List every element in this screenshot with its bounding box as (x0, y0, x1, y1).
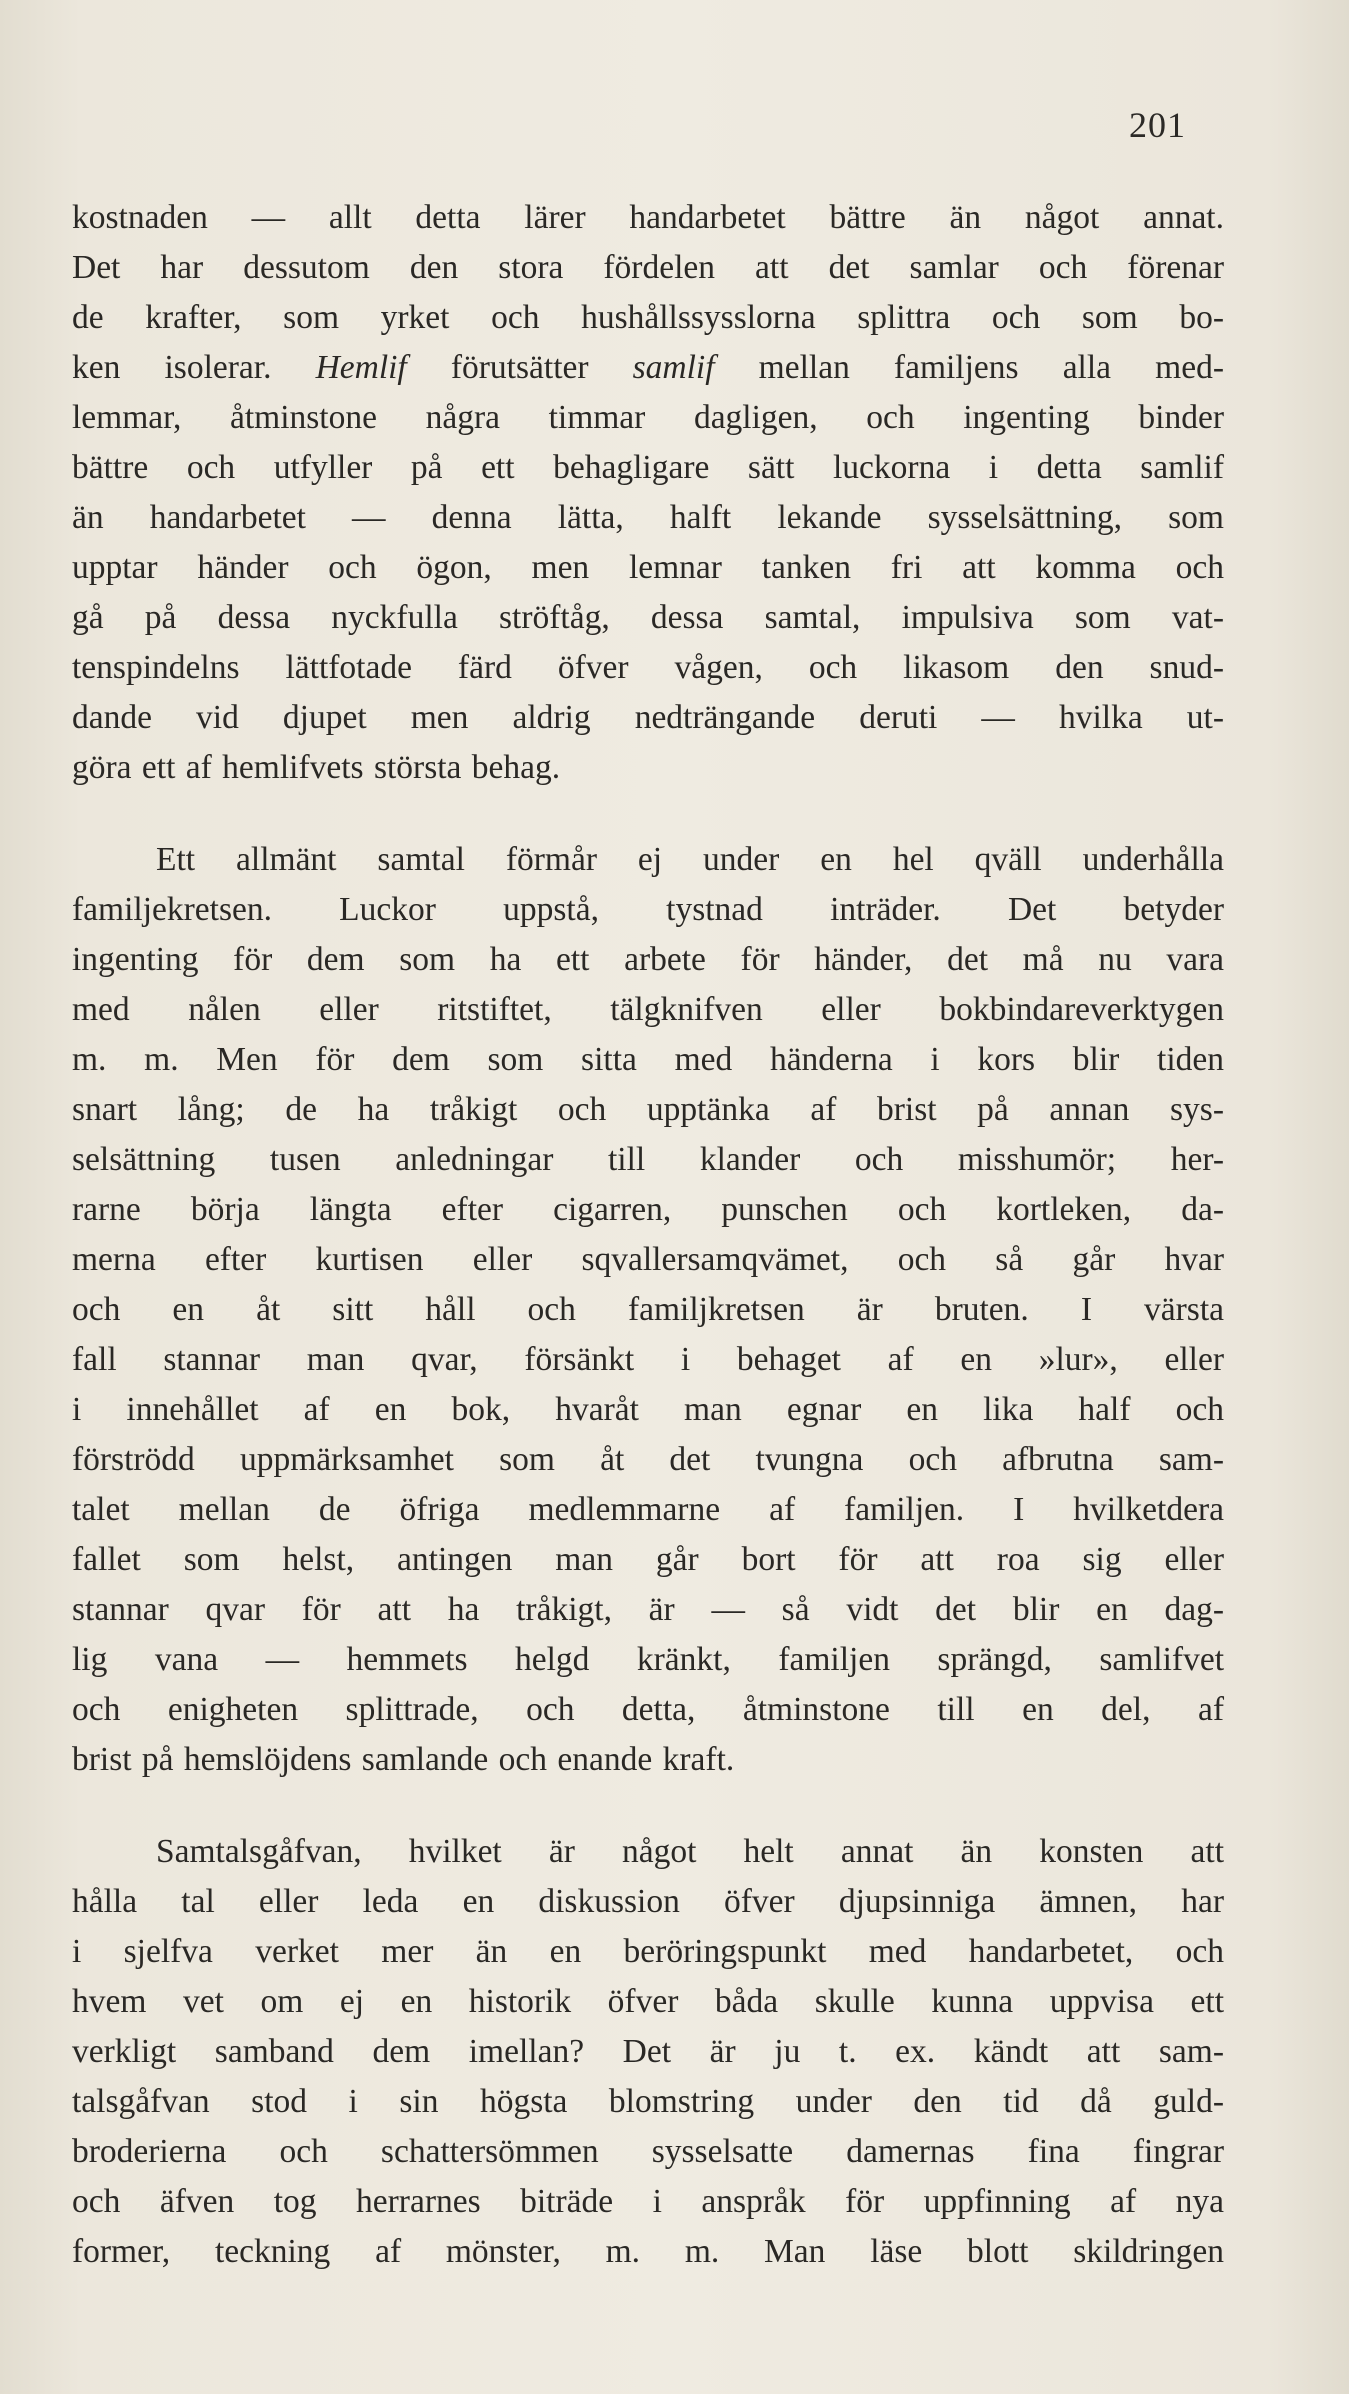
text-line: hålla tal eller leda en diskussion öfver djupsinniga ämnen, har (72, 1883, 1224, 1920)
text-line-mixed (72, 343, 1224, 393)
text-line: och äfven tog herrarnes biträde i anspråk för uppfinning af nya (72, 2183, 1224, 2220)
text-line: Det har dessutom den stora fördelen att det samlar och förenar (72, 249, 1224, 286)
text-line: verkligt samband dem imellan? Det är ju t. ex. kändt att sam- (72, 2033, 1224, 2070)
text-line: ingenting för dem som ha ett arbete för händer, det må nu vara (72, 941, 1224, 978)
page-number: 201 (1129, 105, 1186, 145)
text-line: i innehållet af en bok, hvaråt man egnar en lika half och (72, 1391, 1224, 1428)
italic-term: Hemlif (315, 349, 407, 386)
text-line: broderierna och schattersömmen sysselsatte damernas fina fingrar (72, 2133, 1224, 2170)
text-segment: ken isolerar. (72, 349, 316, 386)
paragraph-1 (72, 193, 1224, 793)
text-line: fallet som helst, antingen man går bort för att roa sig eller (72, 1541, 1224, 1578)
text-line: tenspindelns lättfotade färd öfver vågen, och likasom den snud- (72, 649, 1224, 686)
paragraph-2 (72, 835, 1224, 1785)
paragraph-gap (72, 793, 1224, 835)
text-line: hvem vet om ej en historik öfver båda skulle kunna uppvisa ett (72, 1983, 1224, 2020)
text-line: fall stannar man qvar, försänkt i behaget af en »lur», eller (72, 1341, 1224, 1378)
text-line: kostnaden — allt detta lärer handarbetet bättre än något annat. (72, 199, 1224, 236)
text-line: familjekretsen. Luckor uppstå, tystnad inträder. Det betyder (72, 891, 1224, 928)
paragraph-gap (72, 1785, 1224, 1827)
text-line: de krafter, som yrket och hushållssysslorna splittra och som bo- (72, 299, 1224, 336)
text-line: göra ett af hemlifvets största behag. (72, 749, 561, 786)
text-line: brist på hemslöjdens samlande och enande kraft. (72, 1741, 735, 1778)
text-line: selsättning tusen anledningar till klander och misshumör; her- (72, 1141, 1224, 1178)
text-line: talet mellan de öfriga medlemmarne af familjen. I hvilketdera (72, 1491, 1224, 1528)
text-line: gå på dessa nyckfulla ströftåg, dessa samtal, impulsiva som vat- (72, 599, 1224, 636)
paragraph-3 (72, 1827, 1224, 2277)
body-text (72, 193, 1224, 2277)
text-line: lemmar, åtminstone några timmar dagligen, och ingenting binder (72, 399, 1224, 436)
text-line: talsgåfvan stod i sin högsta blomstring under den tid då guld- (72, 2083, 1224, 2120)
text-line: rarne börja längta efter cigarren, punschen och kortleken, da- (72, 1191, 1224, 1228)
text-line: upptar händer och ögon, men lemnar tanken fri att komma och (72, 549, 1224, 586)
text-line: stannar qvar för att ha tråkigt, är — så vidt det blir en dag- (72, 1591, 1224, 1628)
text-segment: förutsätter (406, 349, 633, 386)
text-line: och enigheten splittrade, och detta, åtminstone till en del, af (72, 1691, 1224, 1728)
text-line: lig vana — hemmets helgd kränkt, familjen sprängd, samlifvet (72, 1641, 1224, 1678)
text-line: merna efter kurtisen eller sqvallersamqvämet, och så går hvar (72, 1241, 1224, 1278)
text-line: former, teckning af mönster, m. m. Man läse blott skildringen (72, 2233, 1224, 2270)
text-line: snart lång; de ha tråkigt och upptänka af brist på annan sys- (72, 1091, 1224, 1128)
text-line: förströdd uppmärksamhet som åt det tvungna och afbrutna sam- (72, 1441, 1224, 1478)
text-line: med nålen eller ritstiftet, tälgknifven eller bokbindareverktygen (72, 991, 1224, 1028)
italic-term: samlif (632, 349, 715, 386)
text-line: i sjelfva verket mer än en beröringspunkt med handarbetet, och (72, 1933, 1224, 1970)
text-line: än handarbetet — denna lätta, halft lekande sysselsättning, som (72, 499, 1224, 536)
text-line: och en åt sitt håll och familjkretsen är bruten. I värsta (72, 1291, 1224, 1328)
text-segment: mellan familjens alla med- (714, 349, 1224, 386)
text-line: Samtalsgåfvan, hvilket är något helt annat än konsten att (156, 1833, 1224, 1870)
text-line: dande vid djupet men aldrig nedträngande deruti — hvilka ut- (72, 699, 1224, 736)
text-line: Ett allmänt samtal förmår ej under en hel qväll underhålla (156, 841, 1224, 878)
text-line: bättre och utfyller på ett behagligare sätt luckorna i detta samlif (72, 449, 1224, 486)
text-line: m. m. Men för dem som sitta med händerna i kors blir tiden (72, 1041, 1224, 1078)
